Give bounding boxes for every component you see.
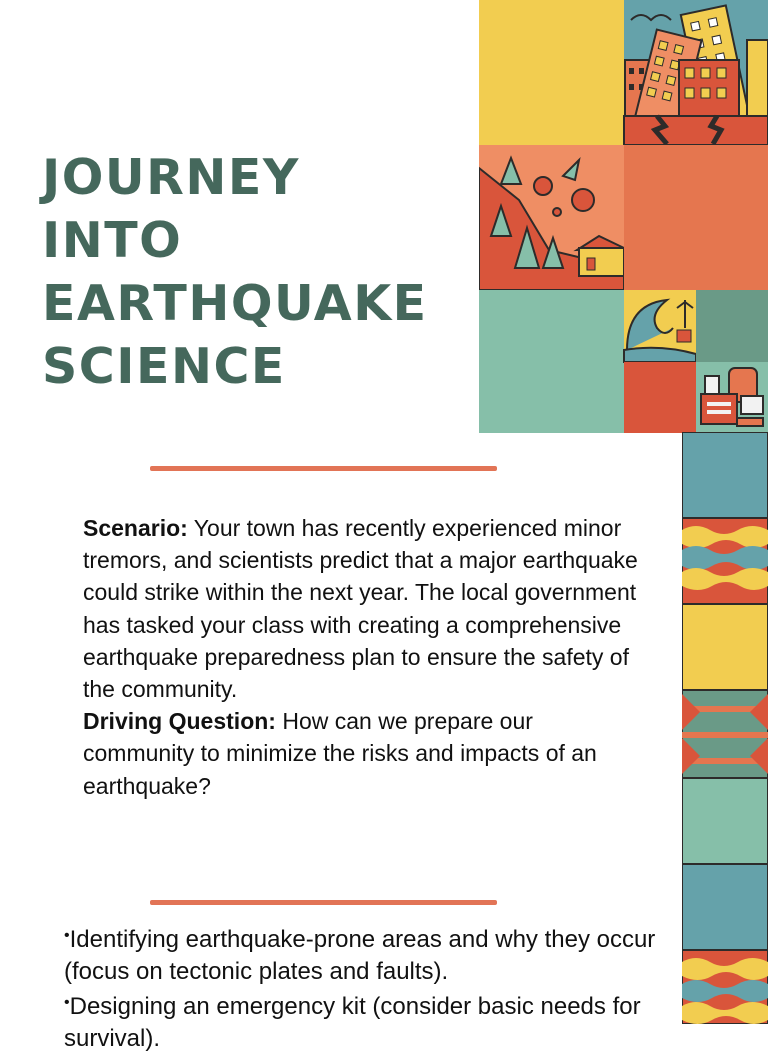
divider-top: [150, 466, 497, 471]
title-line: SCIENCE: [42, 338, 286, 395]
earthquake-illustration-collage: [479, 0, 768, 433]
list-item: [64, 987, 664, 1054]
wave-pattern-tile: [682, 518, 768, 604]
driving-question-paragraph: [83, 705, 643, 802]
list-item: [64, 920, 664, 987]
collapsing-buildings-icon: [624, 0, 768, 145]
driving-question-label: Driving Question:: [83, 708, 276, 735]
task-list: [64, 920, 664, 1054]
emergency-kit-icon: [696, 362, 768, 433]
decorative-pattern-strip: [682, 432, 768, 1024]
chevron-pattern-tile: [682, 690, 768, 778]
driving-question-text: How can we prepare our community to minimize the risks and impacts of an earthquake?: [83, 708, 597, 799]
scenario-label: Scenario:: [83, 515, 188, 541]
bullet-marker: •: [64, 927, 70, 944]
wave-pattern-tile: [682, 950, 768, 1024]
bullet-marker: •: [64, 994, 70, 1011]
scenario-text: Your town has recently experienced minor tremors, and scientists predict that a major earthquake could strike within the next year. The local government has tasked your class with creating a comprehensive earthquake preparedness plan to ensure the safety of the community.: [83, 515, 638, 703]
landslide-icon: [479, 145, 624, 290]
list-item-text: Designing an emergency kit (consider basic needs for survival).: [64, 993, 641, 1052]
tsunami-wave-icon: [624, 290, 696, 362]
list-item-text: Identifying earthquake-prone areas and why they occur (focus on tectonic plates and faults).: [64, 926, 656, 985]
scenario-section: [83, 512, 643, 802]
page-title: [42, 146, 462, 398]
title-line: INTO: [42, 212, 183, 269]
title-line: JOURNEY: [42, 149, 300, 206]
divider-bottom: [150, 900, 497, 905]
title-line: EARTHQUAKE: [42, 275, 428, 332]
scenario-paragraph: [83, 512, 643, 705]
